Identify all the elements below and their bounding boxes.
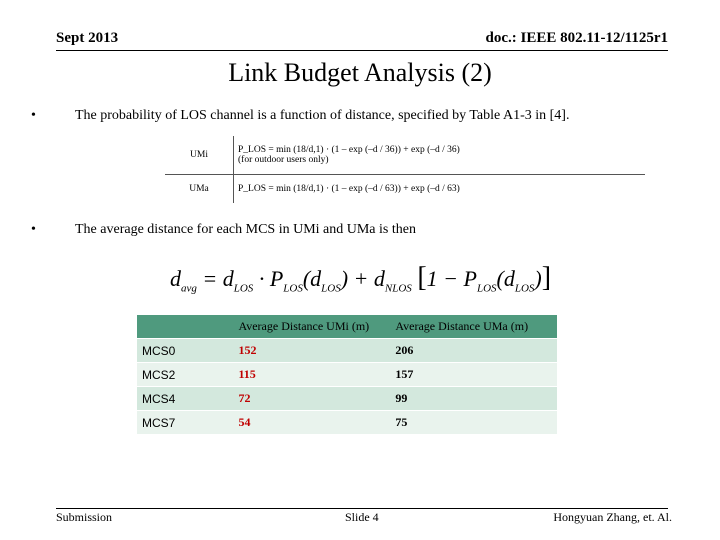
footer-submission: Submission — [56, 510, 113, 524]
slide-title: Link Budget Analysis (2) — [228, 58, 492, 87]
eq-symbol: d — [373, 266, 385, 291]
eq-bracket-close: ] — [541, 262, 552, 293]
umi-distance-cell: 115 — [233, 363, 390, 387]
eq-paren: ) — [534, 266, 542, 291]
table-header-cell: Average Distance UMi (m) — [233, 315, 390, 339]
umi-distance-cell: 152 — [233, 339, 390, 363]
plos-row-umi — [165, 136, 645, 175]
eq-symbol: d — [310, 266, 322, 291]
bullet-average-distance — [31, 222, 691, 242]
eq-subscript: LOS — [283, 282, 303, 295]
plos-formula-table — [165, 136, 645, 203]
umi-distance-cell: 72 — [233, 387, 390, 411]
mcs-cell: MCS0 — [137, 339, 233, 363]
bullet-marker: • — [31, 108, 36, 123]
uma-distance-cell: 99 — [390, 387, 557, 411]
scenario-label: UMi — [165, 136, 234, 175]
plos-formula-cell — [234, 175, 646, 204]
eq-symbol: d — [222, 266, 234, 291]
footer-slide-number: Slide 4 — [345, 510, 379, 524]
average-distance-table — [137, 315, 557, 435]
plos-note: (for outdoor users only) — [238, 155, 329, 165]
eq-subscript: LOS — [476, 282, 497, 295]
plos-row-uma — [165, 175, 645, 204]
eq-subscript: avg — [181, 282, 197, 295]
plos-formula: P_LOS = min (18/d,1) · (1 – exp (–d / 36)) + exp (–d / 36) — [238, 145, 460, 155]
eq-operator: · — [258, 266, 265, 291]
eq-symbol: d — [170, 266, 181, 291]
uma-distance-cell: 75 — [390, 411, 557, 435]
uma-distance-cell: 206 — [390, 339, 557, 363]
bullet-text: The average distance for each MCS in UMi and UMa is then — [75, 222, 416, 237]
table-row — [137, 339, 557, 363]
eq-subscript: NLOS — [384, 282, 412, 295]
eq-subscript: LOS — [321, 282, 341, 295]
mcs-cell: MCS2 — [137, 363, 233, 387]
header-divider — [56, 50, 668, 51]
table-row — [137, 411, 557, 435]
eq-bracket-open: [ — [417, 262, 427, 293]
table-row — [137, 387, 557, 411]
plos-formula-cell — [234, 136, 646, 175]
table-header-cell — [137, 315, 233, 339]
table-header-cell: Average Distance UMa (m) — [390, 315, 557, 339]
footer-divider — [56, 508, 668, 509]
table-row — [137, 363, 557, 387]
scenario-label: UMa — [165, 175, 234, 204]
mcs-cell: MCS4 — [137, 387, 233, 411]
footer-author: Hongyuan Zhang, et. Al. — [553, 510, 672, 524]
eq-paren: ( — [496, 266, 504, 291]
bullet-los-probability — [31, 108, 691, 128]
bullet-marker: • — [31, 222, 36, 237]
eq-paren: ) — [340, 266, 349, 291]
eq-operator: = — [202, 266, 218, 291]
average-distance-equation: $d_{avg} = d_{LOS} \cdot P_{LOS}(d_{LOS}) + d_{NLOS}$ $[1 - P_{LOS}(d_{LOS})]$ — [170, 262, 552, 295]
eq-subscript: LOS — [514, 282, 535, 295]
table-header-row — [137, 315, 557, 339]
eq-operator: + — [353, 266, 369, 291]
eq-subscript: LOS — [233, 282, 254, 295]
mcs-cell: MCS7 — [137, 411, 233, 435]
uma-distance-cell: 157 — [390, 363, 557, 387]
eq-symbol: P — [463, 266, 477, 291]
umi-distance-cell: 54 — [233, 411, 390, 435]
plos-formula: P_LOS = min (18/d,1) · (1 – exp (–d / 63)) + exp (–d / 63) — [238, 184, 460, 194]
header-doc-id: doc.: IEEE 802.11-12/1125r1 — [485, 30, 668, 46]
eq-paren: ( — [302, 266, 311, 291]
header-date: Sept 2013 — [56, 30, 119, 46]
eq-symbol: d — [503, 266, 515, 291]
bullet-text: The probability of LOS channel is a function of distance, specified by Table A1-3 in [4]. — [75, 108, 570, 123]
eq-symbol: P — [269, 266, 284, 291]
